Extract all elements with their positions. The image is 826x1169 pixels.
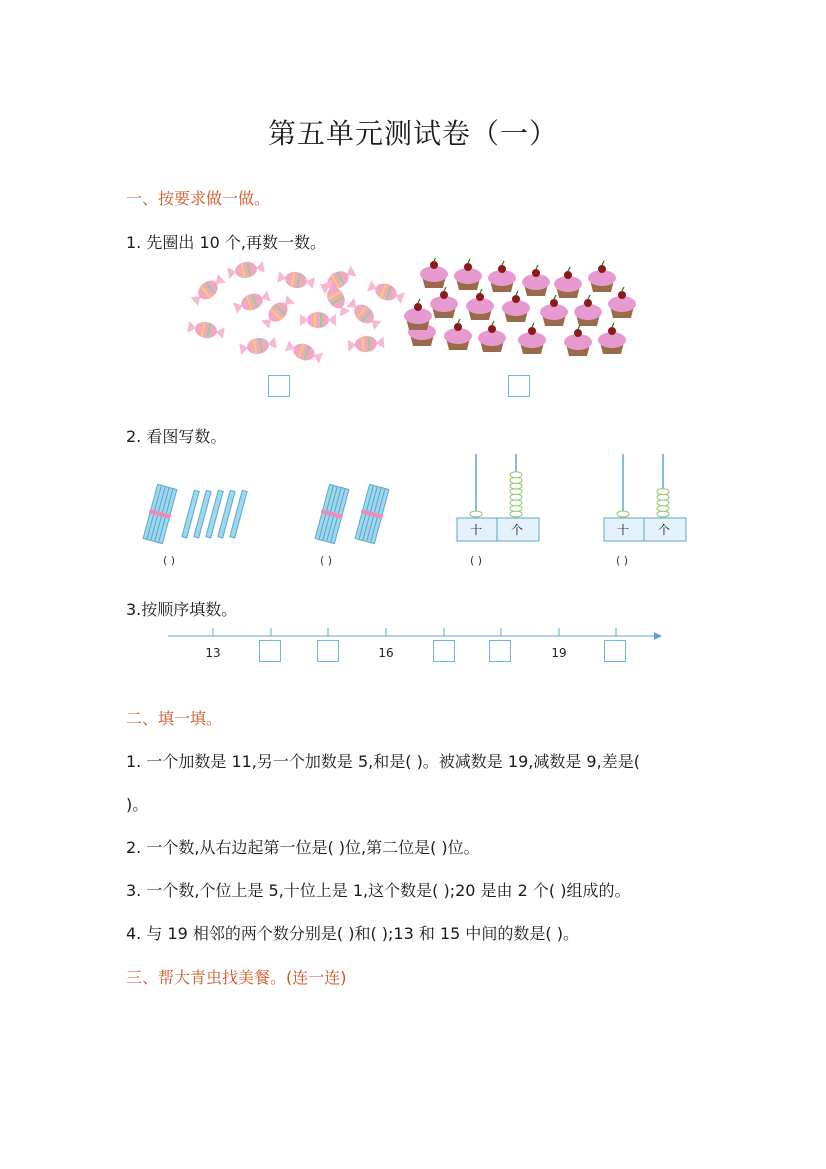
- question-1-2: 2. 看图写数。: [126, 427, 227, 446]
- paren-2[interactable]: ( ): [320, 554, 333, 567]
- loose-sticks: [182, 490, 247, 538]
- abacus-bead: [510, 494, 522, 500]
- answer-box-cupcakes[interactable]: [508, 375, 530, 397]
- number-line-label-19: 19: [551, 646, 567, 660]
- question-2-1-cont: )。: [126, 795, 149, 814]
- number-line-box-18[interactable]: [489, 640, 511, 662]
- number-line-box-14[interactable]: [259, 640, 281, 662]
- answer-box-candies[interactable]: [268, 375, 290, 397]
- abacus-1-tens-label: 十: [470, 523, 483, 537]
- number-line-box-17[interactable]: [433, 640, 455, 662]
- number-line-box-20[interactable]: [604, 640, 626, 662]
- number-line-box-15[interactable]: [317, 640, 339, 662]
- abacus-2-ones-label: 个: [658, 523, 671, 537]
- abacus-2: [603, 452, 687, 544]
- question-2-4: 4. 与 19 相邻的两个数分别是( )和( );13 和 15 中间的数是( )。: [126, 924, 579, 943]
- question-2-3: 3. 一个数,个位上是 5,十位上是 1,这个数是( );20 是由 2 个( )组成的。: [126, 881, 631, 900]
- abacus-1: [456, 452, 540, 544]
- paren-3[interactable]: ( ): [470, 554, 483, 567]
- abacus-1-ones-label: 个: [511, 523, 524, 537]
- number-line: [168, 626, 662, 646]
- question-1-1: 1. 先圈出 10 个,再数一数。: [126, 233, 326, 252]
- number-line-label-16: 16: [378, 646, 394, 660]
- sticks-two-bundles: [310, 480, 400, 546]
- section-heading-3: 三、帮大青虫找美餐。(连一连): [126, 968, 347, 987]
- candies-illustration: [186, 258, 416, 368]
- cupcakes-illustration: [404, 258, 644, 364]
- section-heading-2: 二、填一填。: [126, 709, 223, 728]
- number-line-label-13: 13: [205, 646, 221, 660]
- question-1-3: 3.按顺序填数。: [126, 600, 238, 619]
- abacus-bead: [657, 494, 669, 500]
- page-title: 第五单元测试卷（一）: [267, 117, 558, 150]
- question-2-2: 2. 一个数,从右边起第一位是( )位,第二位是( )位。: [126, 838, 480, 857]
- abacus-bead: [657, 489, 669, 495]
- abacus-bead: [470, 511, 482, 517]
- stick-bundle-icon: [142, 484, 178, 544]
- question-2-1: 1. 一个加数是 11,另一个加数是 5,和是( )。被减数是 19,减数是 9,差是(: [126, 752, 640, 771]
- paren-1[interactable]: ( ): [163, 554, 176, 567]
- paren-4[interactable]: ( ): [616, 554, 629, 567]
- abacus-2-tens-label: 十: [617, 523, 630, 537]
- sticks-bundle-and-loose: [138, 480, 258, 546]
- section-heading-1: 一、按要求做一做。: [126, 189, 271, 208]
- abacus-bead: [617, 511, 629, 517]
- candy-group: [187, 259, 406, 366]
- abacus-bead: [510, 472, 522, 478]
